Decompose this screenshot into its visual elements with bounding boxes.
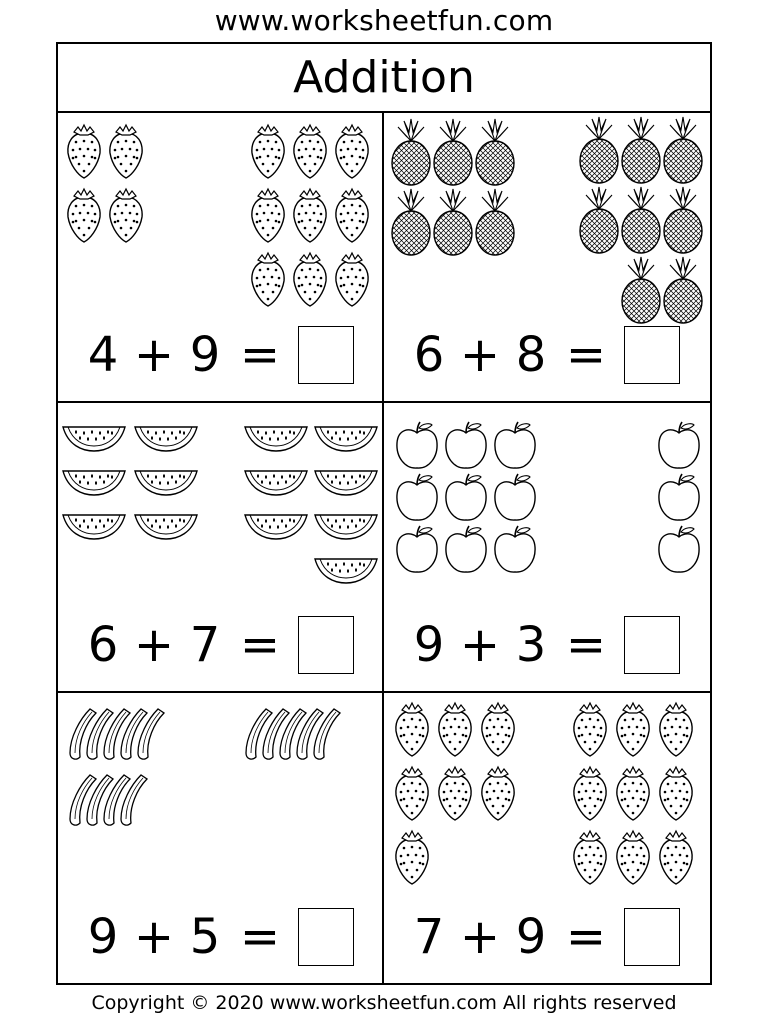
strawberry-icon [332, 251, 372, 309]
strawberry-icon [656, 701, 696, 759]
addend-a: 9 [87, 909, 119, 965]
addend-a: 6 [87, 617, 119, 673]
pineapple-icon [662, 257, 704, 325]
pineapple-icon [390, 119, 432, 187]
plus-sign: + [133, 327, 175, 383]
strawberry-icon [435, 701, 475, 759]
apple-icon [656, 473, 702, 521]
banana-bunch-icon [244, 707, 342, 763]
strawberry-icon [64, 123, 104, 181]
answer-box[interactable] [624, 616, 680, 674]
apple-icon [394, 421, 440, 469]
plus-sign: + [133, 909, 175, 965]
equals-sign: = [565, 327, 607, 383]
pineapple-icon [474, 119, 516, 187]
answer-box[interactable] [624, 908, 680, 966]
strawberry-icon [570, 701, 610, 759]
strawberry-icon [613, 701, 653, 759]
strawberry-icon [392, 701, 432, 759]
problem-cell [384, 693, 710, 983]
equation [80, 613, 364, 677]
addend-b: 5 [189, 909, 221, 965]
pineapple-icon [578, 117, 620, 185]
answer-box[interactable] [624, 326, 680, 384]
strawberry-icon [392, 829, 432, 887]
equation [406, 905, 692, 969]
watermelon-slice-icon [62, 467, 126, 497]
equals-sign: = [239, 909, 281, 965]
apple-icon [394, 525, 440, 573]
strawberry-icon [332, 123, 372, 181]
watermelon-slice-icon [244, 511, 308, 541]
equation [406, 613, 692, 677]
strawberry-icon [290, 251, 330, 309]
equation [406, 323, 692, 387]
apple-icon [656, 421, 702, 469]
worksheet [56, 42, 712, 985]
answer-box[interactable] [298, 908, 354, 966]
pineapple-icon [390, 189, 432, 257]
watermelon-slice-icon [134, 467, 198, 497]
worksheet-title: Addition [293, 51, 475, 103]
strawberry-icon [478, 701, 518, 759]
watermelon-slice-icon [62, 423, 126, 453]
strawberry-icon [290, 123, 330, 181]
plus-sign: + [459, 909, 501, 965]
apple-icon [394, 473, 440, 521]
plus-sign: + [459, 617, 501, 673]
plus-sign: + [459, 327, 501, 383]
strawberry-icon [613, 829, 653, 887]
pineapple-icon [620, 257, 662, 325]
pineapple-icon [474, 189, 516, 257]
strawberry-icon [570, 765, 610, 823]
equation [80, 323, 364, 387]
strawberry-icon [248, 251, 288, 309]
equals-sign: = [239, 617, 281, 673]
pineapple-icon [662, 187, 704, 255]
apple-icon [492, 525, 538, 573]
pineapple-icon [662, 117, 704, 185]
strawberry-icon [290, 187, 330, 245]
plus-sign: + [133, 617, 175, 673]
watermelon-slice-icon [134, 511, 198, 541]
addend-b: 7 [189, 617, 221, 673]
strawberry-icon [656, 829, 696, 887]
strawberry-icon [332, 187, 372, 245]
site-url: www.worksheetfun.com [214, 4, 554, 37]
pineapple-icon [620, 187, 662, 255]
equals-sign: = [239, 327, 281, 383]
addend-b: 3 [515, 617, 547, 673]
problem-cell [58, 113, 384, 403]
strawberry-icon [613, 765, 653, 823]
equation [80, 905, 364, 969]
addend-b: 9 [515, 909, 547, 965]
watermelon-slice-icon [134, 423, 198, 453]
problem-cell [384, 113, 710, 403]
addend-b: 9 [189, 327, 221, 383]
apple-icon [656, 525, 702, 573]
strawberry-icon [64, 187, 104, 245]
addend-a: 6 [413, 327, 445, 383]
pineapple-icon [620, 117, 662, 185]
strawberry-icon [435, 765, 475, 823]
banana-bunch-icon [68, 773, 149, 829]
apple-icon [443, 421, 489, 469]
equals-sign: = [565, 909, 607, 965]
apple-icon [492, 421, 538, 469]
pineapple-icon [432, 119, 474, 187]
watermelon-slice-icon [62, 511, 126, 541]
answer-box[interactable] [298, 326, 354, 384]
watermelon-slice-icon [244, 423, 308, 453]
addend-b: 8 [515, 327, 547, 383]
strawberry-icon [106, 123, 146, 181]
strawberry-icon [570, 829, 610, 887]
apple-icon [443, 473, 489, 521]
pineapple-icon [578, 187, 620, 255]
copyright-notice: Copyright © 2020 www.worksheetfun.com All rights reserved [91, 992, 677, 1014]
strawberry-icon [656, 765, 696, 823]
strawberry-icon [106, 187, 146, 245]
pineapple-icon [432, 189, 474, 257]
problem-cell [58, 403, 384, 693]
strawberry-icon [248, 123, 288, 181]
problem-cell [384, 403, 710, 693]
watermelon-slice-icon [314, 555, 378, 585]
equals-sign: = [565, 617, 607, 673]
watermelon-slice-icon [314, 511, 378, 541]
addend-a: 9 [413, 617, 445, 673]
banana-bunch-icon [68, 707, 166, 763]
watermelon-slice-icon [244, 467, 308, 497]
strawberry-icon [392, 765, 432, 823]
watermelon-slice-icon [314, 467, 378, 497]
watermelon-slice-icon [314, 423, 378, 453]
problem-grid [58, 113, 710, 983]
apple-icon [443, 525, 489, 573]
strawberry-icon [478, 765, 518, 823]
problem-cell [58, 693, 384, 983]
strawberry-icon [248, 187, 288, 245]
addend-a: 7 [413, 909, 445, 965]
apple-icon [492, 473, 538, 521]
title-bar [58, 44, 710, 113]
answer-box[interactable] [298, 616, 354, 674]
addend-a: 4 [87, 327, 119, 383]
